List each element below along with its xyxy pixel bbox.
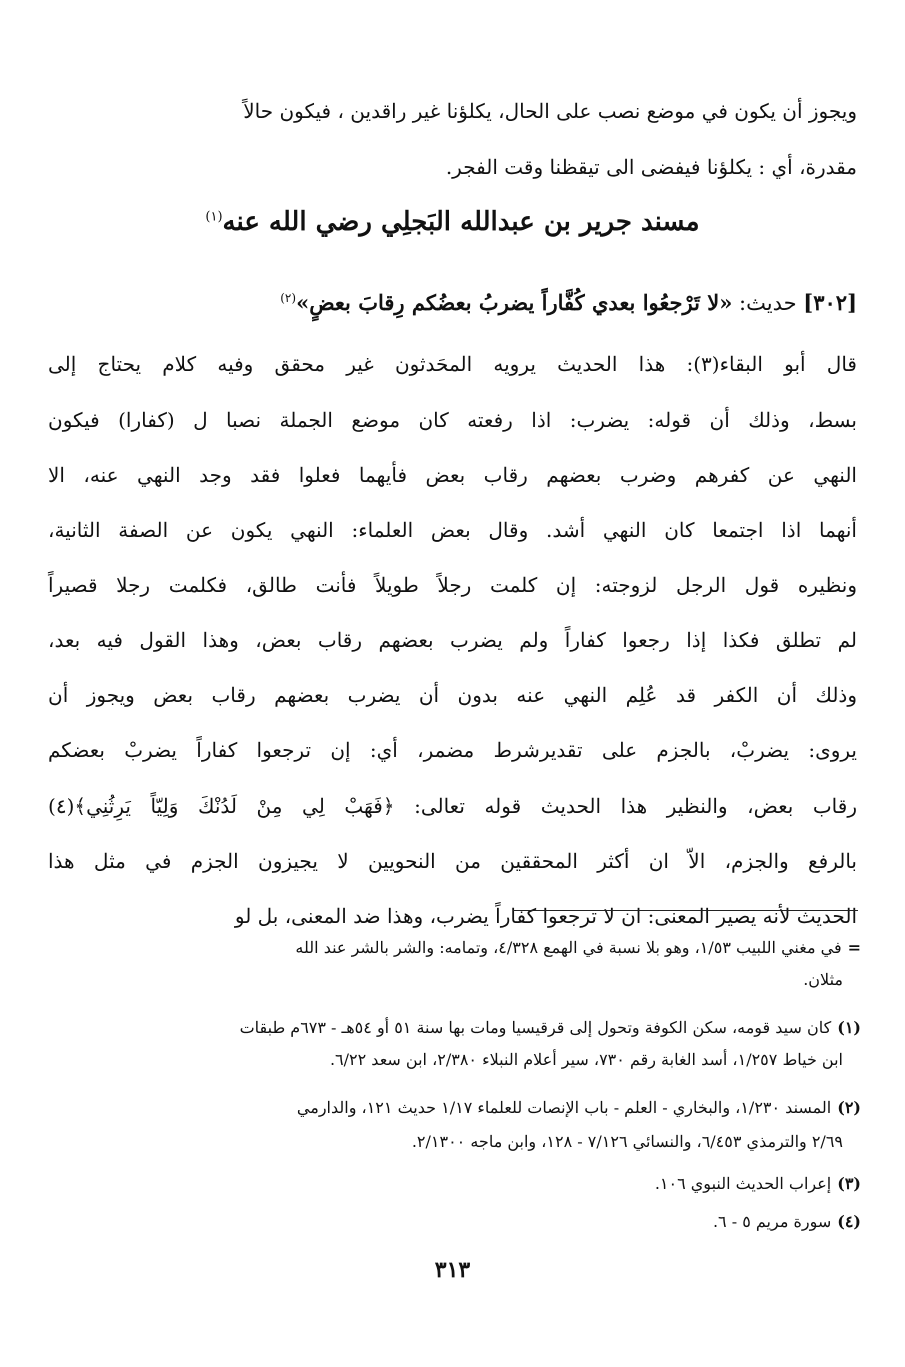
hadith-line: [48, 282, 857, 324]
footnote-ref: (٢): [280, 291, 297, 305]
body-line: النهي عن كفرهم وضرب بعضهم رقاب بعض فأيهما فعلوا فقد وجد النهي عنه، الا: [48, 463, 857, 487]
footnote-mark: (٢): [837, 1098, 861, 1117]
footnote-mark: (١): [837, 1018, 861, 1037]
footnote-2: [40, 1092, 861, 1124]
footnote-ref: (١): [205, 209, 223, 225]
body-line: وذلك أن الكفر قد عُلِم النهي عنه بدون أن يضرب بعضهم رقاب بعض ويجوز أن: [48, 683, 857, 707]
hadith-quote: «لا تَرْجعُوا بعدي كُفَّاراً يضربُ بعضُكم رِقابَ بعضٍ»: [296, 290, 733, 315]
intro-line: ويجوز أن يكون في موضع نصب على الحال، يكلؤنا غير راقدين ، فيكون حالاً: [243, 99, 857, 123]
body-line: ونظيره قول الرجل لزوجته: إن كلمت رجلاً طويلاً فأنت طالق، فكلمت رجلا قصيراً: [48, 573, 857, 597]
body-line: يروى: يضربْ، بالجزم على تقديرشرط مضمر، أي: إن ترجعوا كفاراً يضربْ بعضكم: [48, 738, 857, 762]
footnote-text: كان سيد قومه، سكن الكوفة وتحول إلى قرقيسيا ومات بها سنة ٥١ أو ٥٤هـ - ٦٧٣م طبقات: [239, 1018, 832, 1037]
footnote-mark: (٤): [837, 1212, 861, 1231]
footnote-text: المسند ١/٢٣٠، والبخاري - العلم - باب الإنصات للعلماء ١/١٧ حديث ١٢١، والدارمي: [296, 1098, 832, 1117]
footnote-4: [40, 1206, 861, 1238]
body-line: الحديث لأنه يصير المعنى: ان لا ترجعوا كفاراً يضرب، وهذا ضد المعنى، بل لو: [234, 904, 857, 928]
page-number: ٣١٣: [434, 1257, 471, 1283]
body-line: رقاب بعض، والنظير هذا الحديث قوله تعالى: ﴿فَهَبْ لِي مِنْ لَدُنْكَ وَلِيّاً يَرِثُنِي﴾(٤): [48, 794, 857, 818]
body-line: بسط، وذلك أن قوله: يضرب: اذا رفعته كان موضع الجملة نصبا ل (كفارا) فيكون: [48, 408, 857, 432]
footnote-1-cont: ابن خياط ١/٢٥٧، أسد الغابة رقم ٧٣٠، سير أعلام النبلاء ٢/٣٨٠، ابن سعد ٦/٢٢.: [329, 1050, 843, 1069]
section-heading-title: مسند جرير بن عبدالله البَجلِي رضي الله عنه: [222, 207, 700, 237]
hadith-label: حديث:: [739, 291, 797, 315]
footnote-text: إعراب الحديث النبوي ١٠٦.: [654, 1174, 832, 1193]
footnote-mark: (٣): [837, 1174, 861, 1193]
footnote-mark: =: [847, 938, 861, 957]
hadith-number: [٣٠٢]: [803, 290, 857, 315]
footnote-continued-line: [40, 932, 861, 964]
body-line: قال أبو البقاء(٣): هذا الحديث يرويه المحَدثون غير محقق وفيه كلام يحتاج إلى: [48, 352, 857, 376]
footnote-2-cont: ٢/٦٩ والترمذي ٦/٤٥٣، والنسائي ٧/١٢٦ - ١٢٨، وابن ماجه ٢/١٣٠٠.: [411, 1132, 843, 1151]
intro-line: مقدرة، أي : يكلؤنا فيفضى الى تيقظنا وقت الفجر.: [445, 155, 857, 179]
footnote-separator: [513, 910, 858, 911]
body-line: لم تطلق فكذا إذا رجعوا كفاراً ولم يضرب بعضهم رقاب بعض، وهذا القول فيه بعد،: [48, 628, 857, 652]
footnote-3: [40, 1168, 861, 1200]
footnote-text: سورة مريم ٥ - ٦.: [712, 1212, 832, 1231]
footnote-text: في مغني اللبيب ١/٥٣، وهو بلا نسبة في الهمع ٤/٣٢٨، وتمامه: والشر بالشر عند الله: [295, 938, 842, 957]
body-line: أنهما اذا اجتمعا كان النهي أشد. وقال بعض العلماء: النهي يكون عن الصفة الثانية،: [48, 518, 857, 542]
footnote-continued-line: مثلان.: [803, 970, 843, 989]
body-line: بالرفع والجزم، الاّ ان أكثر المحققين من النحويين لا يجيزون الجزم في مثل هذا: [48, 849, 857, 873]
footnote-1: [40, 1012, 861, 1044]
section-heading: [48, 200, 857, 244]
